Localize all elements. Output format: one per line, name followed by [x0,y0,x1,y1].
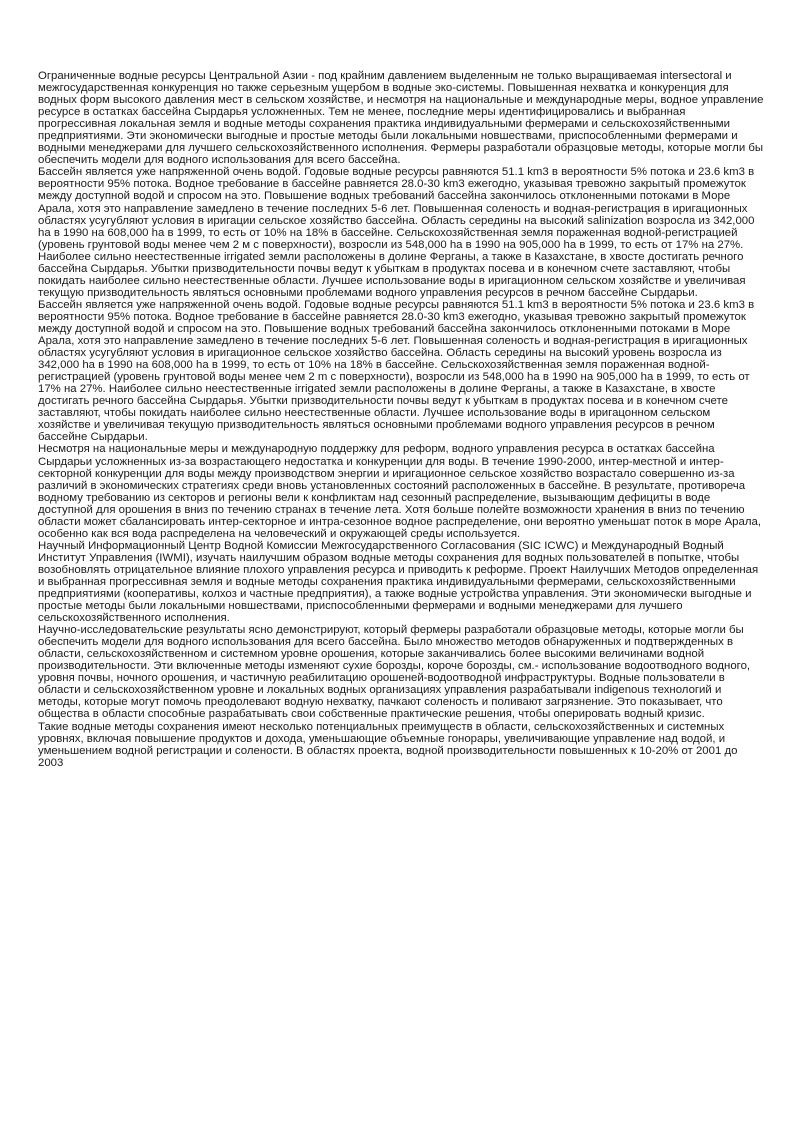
document-body [38,70,764,769]
paragraph-benefits: Такие водные методы сохранения имеют несколько потенциальных преимуществ в области, сельскохозяйственных и системных уровнях, включая повышение продуктов и дохода, уменьшающие объемные гонорары, увеличивающие управление над водой, и уменьшением водной регистрации и солености. В областях проекта, водной производительности повышенных к 10-20% от 2001 до 2003 [38,720,738,769]
paragraph-basin-stress: Бассейн является уже напряженной очень водой. Годовые водные ресурсы равняются 51.1 km3 в вероятности 5% потока и 23.6 km3 в вероятности 95% потока. Водное требование в бассейне равняется 28.0-30 km3 ежегодно, указывая тревожно закрытый промежуток между доступной водой и спросом на это. Повышение водных требований бассейна закончилось отклоненными потоками в Море Арала, хотя это направление замедлено в течение последних 5-6 лет. Повышенная соленость и водная-регистрация в иригационных областях усугубляют условия в иригации сельское хозяйство бассейна. Область середины на высокий salinization возросла из 342,000 ha в 1990 на 608,000 ha в 1999, то есть от 10% на 18% в бассейне. Сельскохозяйственная земля пораженная водной-регистрацией (уровень грунтовой воды менее чем 2 м с поверхности), возросли из 548,000 ha в 1990 на 905,000 ha в 1999, то есть от 17% на 27%. Наиболее сильно неестественные irrigated земли расположены в долине Ферганы, а также в Казахстане, в хвосте достигать речного бассейна Сырдарья. Убытки призводительности почвы ведут к убыткам в продуктах посева и в конечном счете заставляют, чтобы покидать наиболее сильно неестественные области. Лучшее использование воды в иригационном сельском хозяйстве и увеличивая текущую призводительность являться основными проблемами водного управления ресурсов в речном бассейне Сырдарьи. [38,166,755,299]
paragraph-intro: Ограниченные водные ресурсы Центральной Азии - под крайним давлением выделенным не только выращиваемая intersectoral и межгосударственная конкуренция но также серьезным ущербом в водные эко-системы. Повышенная нехватка и конкуренция для водных форм высокого давления мест в сельском хозяйстве, и несмотря на национальные и международные меры, водное управление ресурсе в остатках бассейна Сырдарья усложненных. Тем не менее, последние меры идентифицировались и выбранная прогрессивная локальная земля и водные методы сохранения практика индивидуальными фермерами и сельскохозяйственными предприятиями. Эти экономически выгодные и простые методы были локальными новшествами, приспособленными фермерами и водными менеджерами для лучшего сельскохозяйственного исполнения. Фермеры разработали образцовые методы, которые могли бы обеспечить модели для водного использования для всего бассейна. [38,70,764,167]
paragraph-sic-icwc: Научный Информационный Центр Водной Комиссии Межгосударственного Согласования (SIC ICWC) и Международный Водный Институт Управления (IWMI), изучать наилучшим образом водные методы сохранения для водных пользователей в попытке, чтобы возобновлять отрицательное влияние плохого управления ресурса и приводить к реформе. Проект Наилучших Методов определенная и выбранная прогрессивная земля и водные методы сохранения практика индивидуальными фермерами, сельскохозяйственными предприятиями (кооперативы, колхоз и частные предприятия), а также водные устройства управления. Эти экономически выгодные и простые методы были локальными новшествами, приспособленными фермерами и водными менеджерами для лучшего сельскохозяйственного исполнения. [38,539,759,625]
paragraph-reforms: Несмотря на национальные меры и международную поддержку для реформ, водного управления ресурса в остатках бассейна Сырдарьи усложненных из-за возрастающего недостатка и конкуренции для воды. В течение 1990-2000, интер-местной и интер-секторной конкуренции для воды между производством энергии и иригационное сельское хозяйство возрастало совершенно из-за различий в экономических стратегиях среди вновь установленных состояний расположенных в бассейне. В результате, противореча водному требованию из секторов и регионы вели к конфликтам над сезонный распределение, вызывающим дефициты в воде доступной для орошения в вниз по течению странах в течение лета. Хотя больше полейте возможности хранения в вниз по течению области может сбалансировать интер-секторное и интра-сезонное водное распределение, они вероятно уменьшат поток в море Арала, особенно как вся вода распределена на человеческий и окружающей среды используется. [38,443,762,540]
paragraph-basin-stress-repeat: Бассейн является уже напряженной очень водой. Годовые водные ресурсы равняются 51.1 km3 в вероятности 5% потока и 23.6 km3 в вероятности 95% потока. Водное требование в бассейне равняется 28.0-30 km3 ежегодно, указывая тревожно закрытый промежуток между доступной водой и спросом на это. Повышение водных требований бассейна закончилось отклоненными потоками в Море Арала, хотя это направление замедлено в течение последних 5-6 лет. Повышенная соленость и водная-регистрация в иригационных областях усугубляют условия в иригационное сельское хозяйство бассейна. Область середины на высокий уровень возросла из 342,000 ha в 1990 на 608,000 ha в 1999, то есть от 10% на 18% в бассейне. Сельскохозяйственная земля пораженная водной-регистрацией (уровень грунтовой воды менее чем 2 m с поверхности), возросли из 548,000 ha в 1990 на 905,000 ha в 1999, то есть от 17% на 27%. Наиболее сильно неестественные irrigated земли расположены в долине Ферганы, а также в Казахстане, в хвосте достигать речного бассейна Сырдарья. Убытки призводительности почвы ведут к убыткам в продуктах посева и в конечном счете заставляют, чтобы покидать наиболее сильно неестественные области. Лучшее использование воды в иригацонном сельском хозяйстве и увеличивая текущую призводительность являться основными проблемами водного управления ресурсов в речном бассейне Сырдарьи. [38,298,755,444]
paragraph-research-results: Научно-исследовательские результаты ясно демонстрируют, который фермеры разработали образцовые методы, которые могли бы обеспечить модели для водного использования для всего бассейна. Было множество методов обнаруженных и подтвержденных в области, сельскохозяйственном и системном уровне орошения, которые заканчивались более высокими величинами водной производительности. Эти включенные методы изменяют сухие борозды, короче борозды, см.- использование водоотводного водного, уровня почвы, ночного орошения, и частичную реабилитацию орошеней-водоотводной инфраструктуры. Водные пользователи в области и сельскохозяйственном уровне и локальных водных организациях управления разрабатывали indigenous технологий и методы, которые могут помочь преодолевают водную нехватку, пачкают соленость и поливают загрязнение. Это показывает, что общества в области способные разрабатывать свои собственные практические решения, чтобы оперировать водный кризис. [38,624,751,721]
